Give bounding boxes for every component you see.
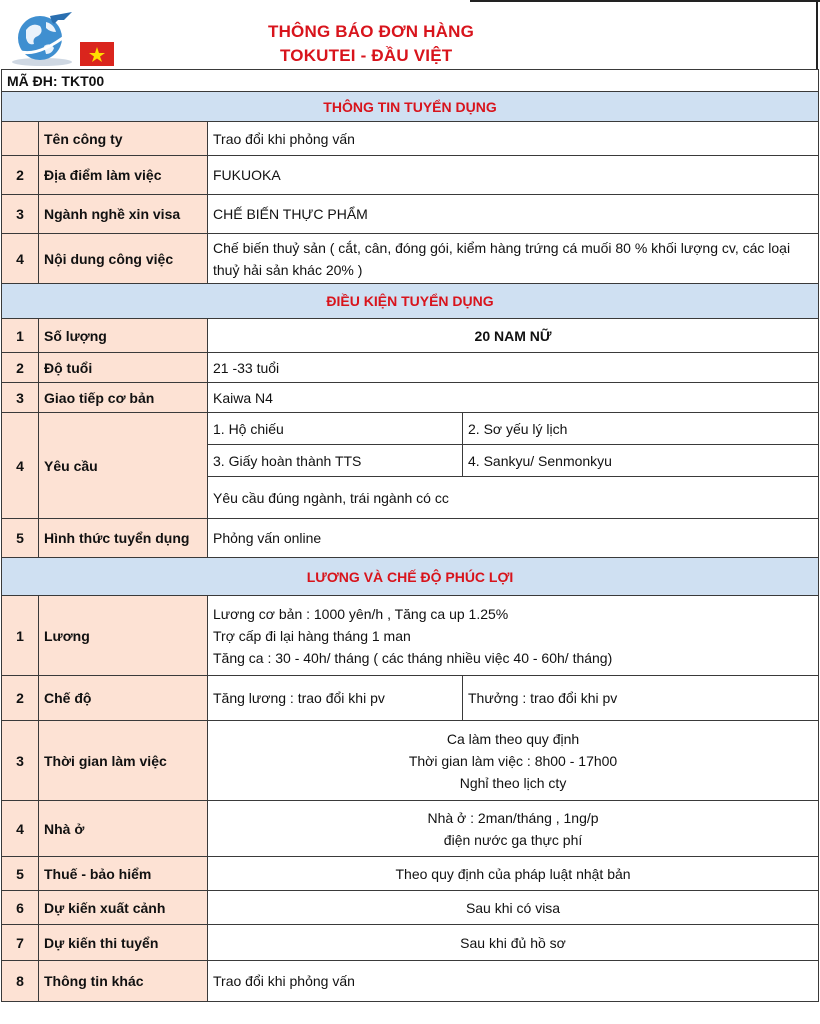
row-label: Yêu cầu [39, 413, 208, 519]
housing-line: điện nước ga thực phí [443, 831, 583, 848]
tax-value: Theo quy định của pháp luật nhật bản [208, 857, 819, 891]
table-row [2, 925, 819, 961]
order-code: MÃ ĐH: TKT00 [2, 70, 819, 92]
age-value: 21 -33 tuổi [208, 353, 819, 383]
row-label: Dự kiến thi tuyển [39, 925, 208, 961]
salary-line: Lương cơ bản : 1000 yên/h , Tăng ca up 1.25% [213, 605, 509, 622]
header [0, 0, 820, 70]
row-label: Ngành nghề xin visa [39, 195, 208, 234]
job-description-value: Chế biến thuỷ sản ( cắt, cân, đóng gói, kiểm hàng trứng cá muối 80 % khối lượng cv, các loại thuỷ hải sản khác 20% ) [208, 234, 819, 284]
housing-line: Nhà ở : 2man/tháng , 1ng/p [427, 809, 599, 826]
table-row [2, 721, 819, 801]
salary-line: Tăng ca : 30 - 40h/ tháng ( các tháng nhiều việc 40 - 60h/ tháng) [213, 649, 613, 666]
visa-field-value: CHẾ BIẾN THỰC PHẨM [208, 195, 819, 234]
row-label: Chế độ [39, 676, 208, 721]
recruitment-form-value: Phỏng vấn online [208, 519, 819, 558]
row-label: Nhà ở [39, 801, 208, 857]
row-label: Thời gian làm việc [39, 721, 208, 801]
requirement-item: 2. Sơ yếu lý lịch [463, 413, 819, 445]
quantity-value: 20 NAM NỮ [208, 319, 819, 353]
row-number: 1 [2, 319, 39, 353]
row-label: Thuế - bảo hiểm [39, 857, 208, 891]
order-table [1, 69, 819, 1002]
border-line [470, 0, 820, 2]
border-line [816, 0, 818, 70]
table-row [2, 122, 819, 156]
row-label: Giao tiếp cơ bản [39, 383, 208, 413]
row-label: Dự kiến xuất cảnh [39, 891, 208, 925]
table-row [2, 413, 819, 445]
table-row [2, 234, 819, 284]
row-label: Số lượng [39, 319, 208, 353]
row-number: 4 [2, 413, 39, 519]
row-number [2, 122, 39, 156]
table-row [2, 353, 819, 383]
row-label: Hình thức tuyển dụng [39, 519, 208, 558]
table-row [2, 195, 819, 234]
row-number: 4 [2, 801, 39, 857]
page-subtitle: TOKUTEI - ĐẦU VIỆT [280, 46, 453, 65]
order-code-row [2, 70, 819, 92]
hours-line: Ca làm theo quy định [446, 730, 580, 747]
housing-value [208, 801, 819, 857]
departure-value: Sau khi có visa [208, 891, 819, 925]
section-title: ĐIỀU KIỆN TUYỂN DỤNG [2, 284, 819, 319]
table-row [2, 676, 819, 721]
table-row [2, 961, 819, 1002]
row-number: 3 [2, 195, 39, 234]
table-row [2, 857, 819, 891]
working-hours-value [208, 721, 819, 801]
globe-plane-logo-icon [6, 8, 78, 68]
location-value: FUKUOKA [208, 156, 819, 195]
table-row [2, 596, 819, 676]
requirement-item: 3. Giấy hoàn thành TTS [208, 445, 463, 477]
row-label: Tên công ty [39, 122, 208, 156]
table-row [2, 891, 819, 925]
section-title: THÔNG TIN TUYỂN DỤNG [2, 92, 819, 122]
section-header [2, 284, 819, 319]
other-info-value: Trao đổi khi phỏng vấn [208, 961, 819, 1002]
salary-value [208, 596, 819, 676]
row-number: 2 [2, 353, 39, 383]
section-header [2, 558, 819, 596]
table-row [2, 156, 819, 195]
table-row [2, 319, 819, 353]
hours-line: Nghỉ theo lịch cty [459, 774, 567, 791]
section-title: LƯƠNG VÀ CHẾ ĐỘ PHÚC LỢI [2, 558, 819, 596]
row-number: 3 [2, 721, 39, 801]
requirement-item: 1. Hộ chiếu [208, 413, 463, 445]
table-row [2, 519, 819, 558]
row-number: 7 [2, 925, 39, 961]
row-number: 2 [2, 676, 39, 721]
row-number: 2 [2, 156, 39, 195]
row-number: 8 [2, 961, 39, 1002]
vietnam-flag-icon [80, 42, 114, 66]
table-row [2, 801, 819, 857]
raise-value: Tăng lương : trao đổi khi pv [208, 676, 463, 721]
hours-line: Thời gian làm việc : 8h00 - 17h00 [408, 752, 618, 769]
section-header [2, 92, 819, 122]
table-row [2, 383, 819, 413]
language-value: Kaiwa N4 [208, 383, 819, 413]
row-number: 6 [2, 891, 39, 925]
row-label: Lương [39, 596, 208, 676]
company-value: Trao đổi khi phỏng vấn [208, 122, 819, 156]
row-label: Thông tin khác [39, 961, 208, 1002]
requirement-item: 4. Sankyu/ Senmonkyu [463, 445, 819, 477]
bonus-value: Thưởng : trao đổi khi pv [463, 676, 819, 721]
row-number: 5 [2, 857, 39, 891]
row-label: Địa điểm làm việc [39, 156, 208, 195]
row-number: 4 [2, 234, 39, 284]
row-label: Nội dung công việc [39, 234, 208, 284]
row-number: 5 [2, 519, 39, 558]
row-label: Độ tuổi [39, 353, 208, 383]
exam-value: Sau khi đủ hồ sơ [208, 925, 819, 961]
requirement-note: Yêu cầu đúng ngành, trái ngành có cc [208, 477, 819, 519]
row-number: 3 [2, 383, 39, 413]
salary-line: Trợ cấp đi lại hàng tháng 1 man [213, 627, 411, 644]
page-title: THÔNG BÁO ĐƠN HÀNG [268, 22, 475, 41]
row-number: 1 [2, 596, 39, 676]
